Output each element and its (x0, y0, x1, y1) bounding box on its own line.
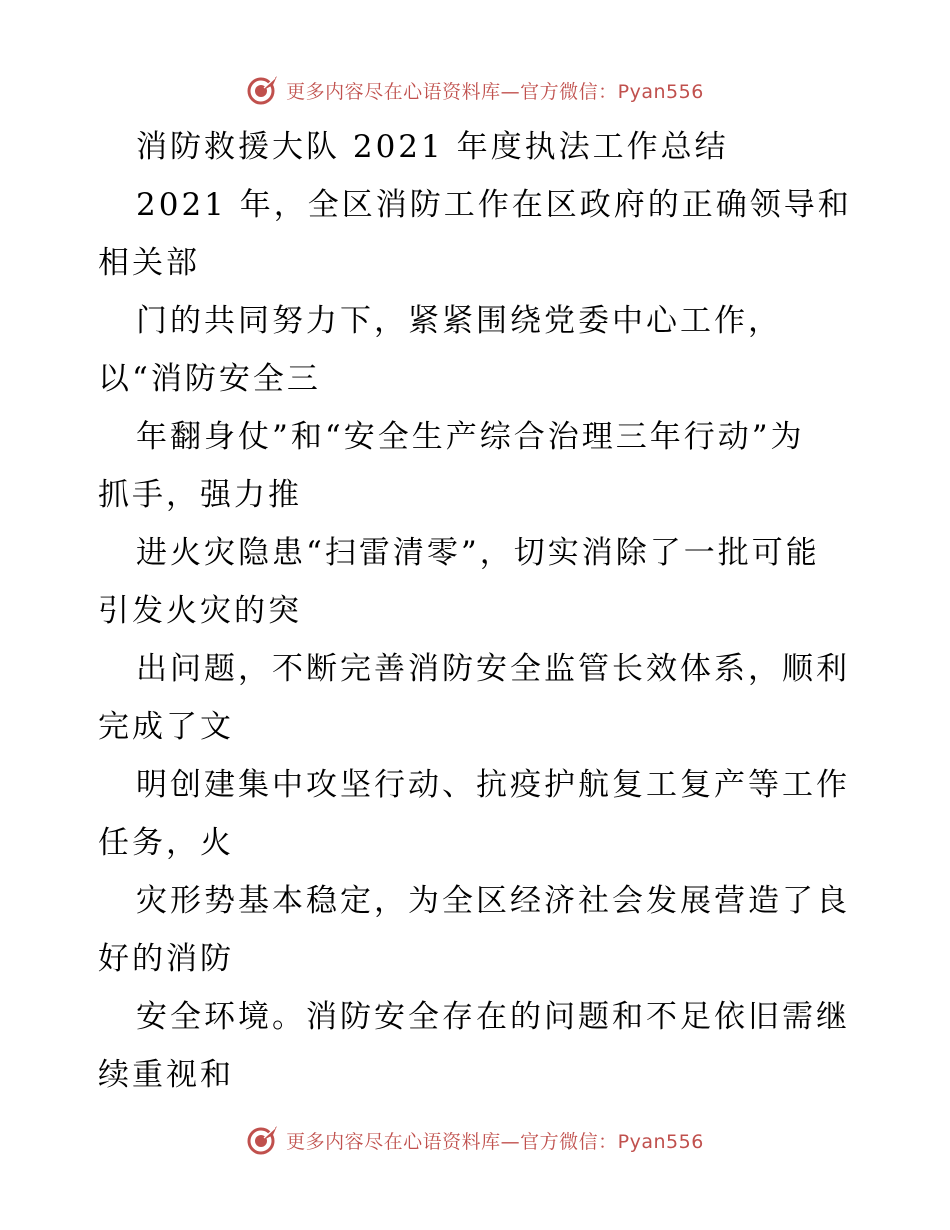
quill-seal-icon (246, 73, 280, 107)
quill-seal-icon (246, 1123, 280, 1157)
text-line: 2021 年，全区消防工作在区政府的正确领导和 (136, 187, 852, 223)
text-line: 消防救援大队 2021 年度执法工作总结 (136, 129, 729, 165)
text-line: 安全环境。消防安全存在的问题和不足依旧需继 (136, 999, 850, 1035)
text-line: 明创建集中攻坚行动、抗疫护航复工复产等工作 (136, 767, 850, 803)
text-line: 完成了文 (98, 709, 234, 745)
text-line: 引发火灾的突 (98, 593, 302, 629)
text-line: 门的共同努力下，紧紧围绕党委中心工作， (136, 303, 782, 339)
document-body (98, 118, 858, 1104)
text-line: 出问题，不断完善消防安全监管长效体系，顺利 (136, 651, 850, 687)
text-line: 进火灾隐患“扫雷清零”，切实消除了一批可能 (136, 535, 820, 571)
text-line: 以“消防安全三 (98, 361, 321, 397)
text-line: 抓手，强力推 (98, 477, 302, 513)
header-watermark-text: 更多内容尽在心语资料库—官方微信：Pyan556 (286, 80, 704, 103)
text-line: 好的消防 (98, 941, 234, 977)
page-header (0, 70, 950, 110)
text-line: 续重视和 (98, 1057, 234, 1093)
text-line: 年翻身仗”和“安全生产综合治理三年行动”为 (136, 419, 805, 455)
footer-watermark-text: 更多内容尽在心语资料库—官方微信：Pyan556 (286, 1130, 704, 1153)
page-footer (0, 1120, 950, 1160)
text-line: 任务，火 (98, 825, 234, 861)
text-line: 相关部 (98, 245, 200, 281)
text-line: 灾形势基本稳定，为全区经济社会发展营造了良 (136, 883, 850, 919)
